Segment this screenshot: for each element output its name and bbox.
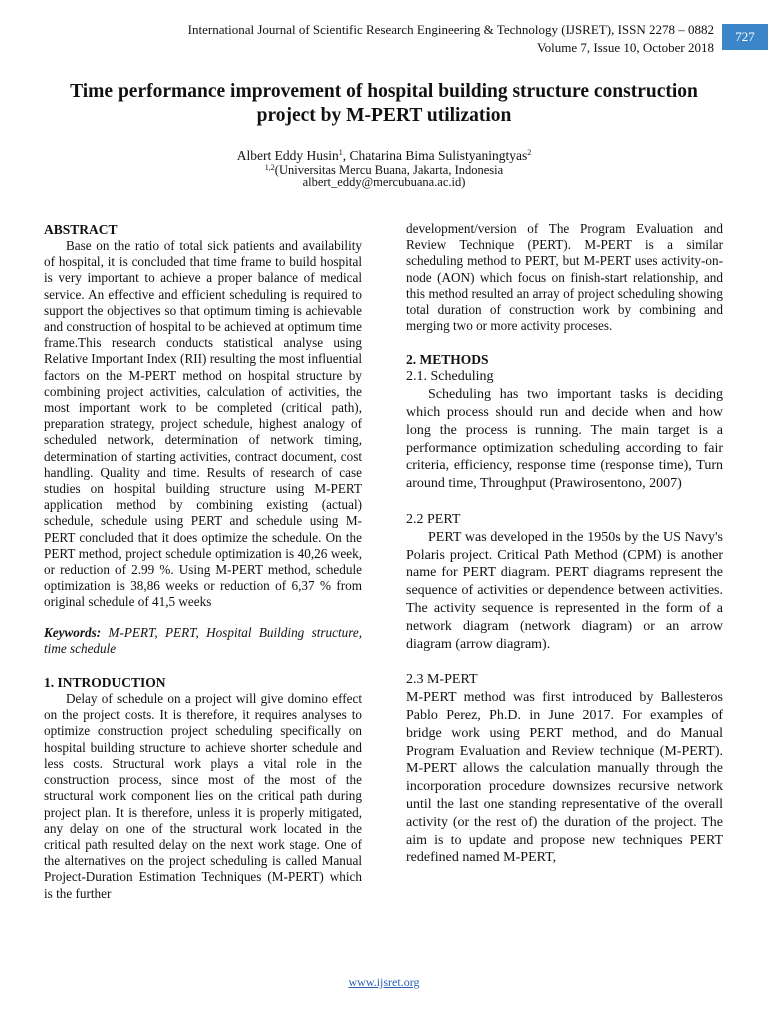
- author-1-affiliation-mark: 1: [338, 148, 343, 157]
- affiliation-text: (Universitas Mercu Buana, Jakarta, Indonesia: [274, 163, 504, 177]
- author-email: albert_eddy@mercubuana.ac.id): [302, 175, 466, 189]
- footer-link[interactable]: www.ijsret.org: [348, 975, 420, 989]
- continuation-text: development/version of The Program Evaluation and Review Technique (PERT). M-PERT is a similar scheduling method to PERT, but M-PERT uses activity-on-node (AON) which focus on finish-start relationship, and this method resulted an array of project scheduling showing total duration of construction work by combining and merging two or more activity proceses.: [406, 221, 723, 334]
- scheduling-text: Scheduling has two important tasks is deciding which process should run and decide when and how long the process is running. The main target is a performance optimization scheduling according to fair criteria, efficiency, response time (response time), Turn around time, Throughput (Prawirosentono, 2007): [406, 387, 723, 492]
- author-separator: ,: [342, 148, 350, 163]
- journal-header: International Journal of Scientific Research Engineering & Technology (IJSRET), ISSN 2278 – 0882: [187, 22, 714, 37]
- page-number-badge: 727: [722, 24, 768, 50]
- pert-text: PERT was developed in the 1950s by the US Navy's Polaris project. Critical Path Method (CPM) is another name for PERT diagram. PERT diagrams represent the sequence of activities or dependence between activities. The activity sequence is represented in the form of a network diagram (network diagram) or an arrow diagram (arrow diagram).: [406, 529, 723, 652]
- paper-title: Time performance improvement of hospital building structure construction project by M-PERT utilization: [70, 81, 698, 126]
- abstract-heading: ABSTRACT: [44, 222, 118, 237]
- keywords-label: Keywords:: [44, 624, 102, 640]
- left-column: [44, 221, 362, 902]
- mpert-heading: 2.3 M-PERT: [406, 672, 478, 688]
- scheduling-heading: 2.1. Scheduling: [406, 369, 494, 385]
- author-2: Chatarina Bima Sulistyaningtyas: [349, 148, 528, 163]
- introduction-text: Delay of schedule on a project will give domino effect on the project costs. It is therefore, it requires analyses to optimize construction project scheduling specifically on hospital building structure to achieve shorter schedule and less costs. Structural work plays a vital role in the construction process, since most of the most of the structural work component lies on the critical path during project plan. It is therefore, unless it is properly mitigated, any delay on one of the structural work located in the critical path resulted delay on the next work stage. One of the alternatives on the project scheduling is called Manual Project-Duration Estimation Techniques (M-PERT) which is the further: [44, 691, 362, 901]
- affiliation-mark: 1,2: [264, 163, 275, 172]
- author-1: Albert Eddy Husin: [236, 148, 339, 163]
- methods-heading: 2. METHODS: [406, 352, 489, 368]
- methods-body: [406, 368, 723, 867]
- pert-heading: 2.2 PERT: [406, 512, 461, 527]
- introduction-heading: 1. INTRODUCTION: [44, 675, 166, 691]
- abstract-text: Base on the ratio of total sick patients and availability of hospital, it is concluded that time frame to build hospital is very important to achieve a proper balance of medical service. An effective and efficient scheduling is required to support the objectives so that optimum timing is achievable and construction of hospital to be achieved at optimum time frame.This research conducts statistical analyse using Relative Important Index (RII) resulting the most influential factors on the M-PERT method on hospital structure by combining project activities, calculation of activities, the most important work to be completed (critical path), preparation strategy, project schedule, highest analogy of scheduled network, determination of network timing, determination of starting activities, contract document, cost handling. Quality and time. Results of research of case studies on hospital building structure using M-PERT application method by combining existing (actual) schedule, schedule using PERT and schedule using M-PERT concluded that it does optimize the schedule. On the PERT method, project schedule optimization is 40,26 week, or reduction of 2.99 %. Using M-PERT method, schedule optimization is 38,86 weeks or reduction of 6,37 % from original schedule of 41,5 weeks: [44, 238, 362, 610]
- keywords-text: M-PERT, PERT, Hospital Building structure, time schedule: [44, 624, 362, 656]
- right-column: [406, 221, 723, 867]
- author-2-affiliation-mark: 2: [527, 148, 532, 157]
- mpert-text: M-PERT method was first introduced by Ballesteros Pablo Perez, Ph.D. in June 2017. For examples of bridge work using PERT method, and do Manual Program Evaluation and Review technique (M-PERT). M-PERT allows the calculation manually through the incorporation procedure downsizes recursive network until the last one standing representative of the overall activity (or the rest of) the duration of the project. The aim is to update and propose new techniques PERT redefined named M-PERT,: [406, 690, 723, 866]
- keywords: [44, 625, 362, 657]
- volume-issue: Volume 7, Issue 10, October 2018: [536, 40, 714, 55]
